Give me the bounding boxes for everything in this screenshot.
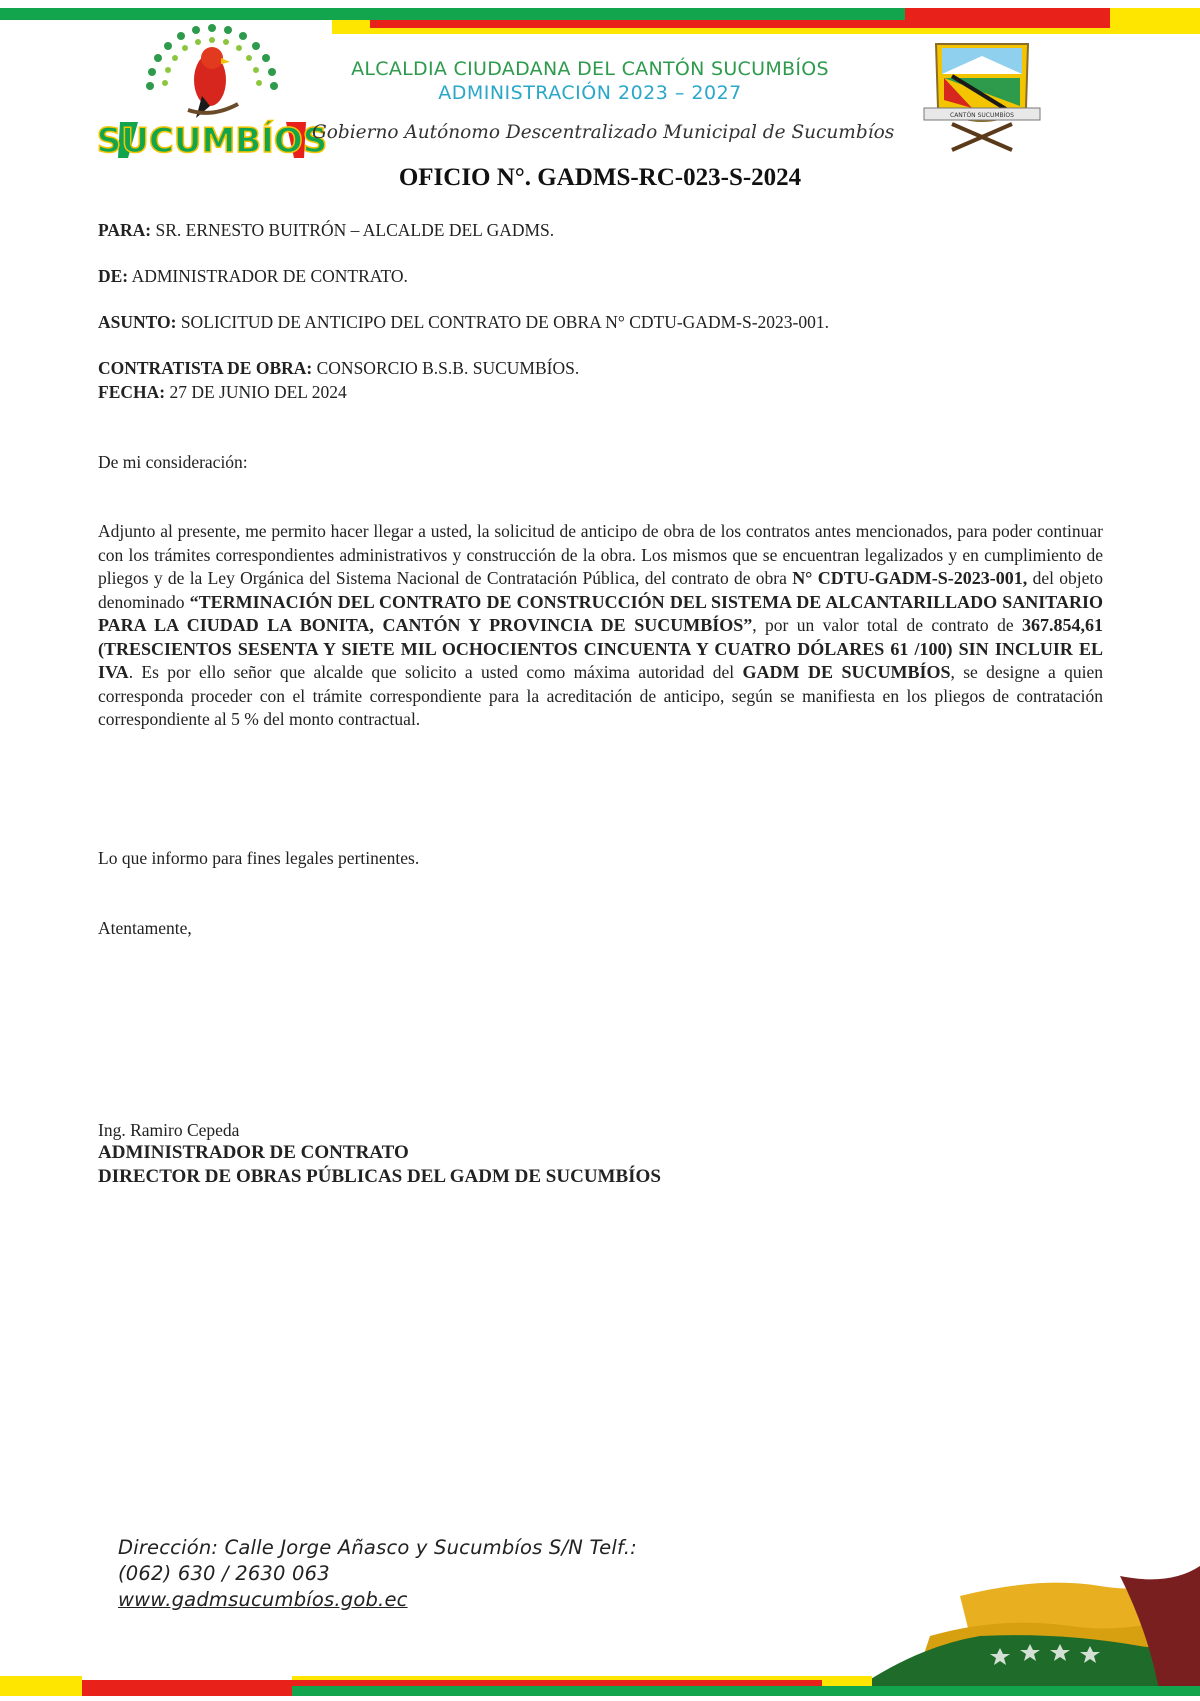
bottom-stripe-red — [82, 1680, 292, 1696]
top-stripe-red-right — [905, 8, 1110, 20]
body-text-3: , por un valor total de contrato de — [752, 615, 1022, 635]
body-amount: 367.854,61 (TRESCIENTOS SESENTA Y SIETE MIL OCHOCIENTOS CINCUENTA Y CUATRO DÓLARES 61 /100) SIN INCLUIR EL IVA — [98, 615, 1103, 682]
top-stripe-yellow-right — [1110, 8, 1200, 34]
body-contract-number: N° CDTU-GADM-S-2023-001, — [792, 568, 1028, 588]
coat-of-arms-shield — [922, 38, 1042, 156]
logo-wordmark: SUCUMBÍOS — [96, 121, 328, 161]
de-line — [98, 266, 408, 287]
body-object: “TERMINACIÓN DEL CONTRATO DE CONSTRUCCIÓN DEL SISTEMA DE ALCANTARILLADO SANITARIO PARA LA CIUDAD LA BONITA, CANTÓN Y PROVINCIA DE SUCUMBÍOS” — [98, 591, 1103, 635]
footer-address-1: Dirección: Calle Jorge Añasco y Sucumbíos S/N Telf.: — [118, 1536, 637, 1559]
body-paragraph — [98, 520, 1103, 732]
header-line-1: ALCALDIA CIUDADANA DEL CANTÓN SUCUMBÍOS — [351, 58, 829, 80]
fecha-value: 27 DE JUNIO DEL 2024 — [169, 382, 347, 402]
signer-role-1: ADMINISTRADOR DE CONTRATO — [98, 1142, 409, 1163]
para-line — [98, 220, 554, 241]
salutation: Atentamente, — [98, 918, 192, 938]
body-text-1: Adjunto al presente, me permito hacer llegar a usted, la solicitud de anticipo de obra de los contratos antes mencionados, para poder continuar con los trámites correspondientes administrativos y construcción de la obra. Los mismos que se encuentran legalizados y en cumplimiento de pliegos y de la Ley Orgánica del Sistema Nacional de Contratación Pública, del contrato de obra — [98, 521, 1103, 588]
body-text-4: . Es por ello señor que alcalde que solicito a usted como máxima autoridad del — [128, 662, 743, 682]
body-gadm: GADM DE SUCUMBÍOS — [742, 662, 951, 682]
contratista-label: CONTRATISTA DE OBRA: — [98, 358, 313, 378]
closing-line: Lo que informo para fines legales pertinentes. — [98, 848, 420, 868]
top-stripe-red — [370, 20, 1110, 28]
signer-role-2: DIRECTOR DE OBRAS PÚBLICAS DEL GADM DE SUCUMBÍOS — [98, 1166, 661, 1187]
contratista-value: CONSORCIO B.S.B. SUCUMBÍOS. — [316, 358, 580, 378]
bottom-stripe-yellow-left — [0, 1676, 82, 1696]
document-title: OFICIO N°. GADMS-RC-023-S-2024 — [398, 164, 802, 191]
footer-website-link[interactable]: www.gadmsucumbíos.gob.ec — [118, 1588, 408, 1611]
fecha-line — [98, 382, 347, 403]
sucumbios-logo — [96, 18, 328, 161]
para-value: SR. ERNESTO BUITRÓN – ALCALDE DEL GADMS. — [155, 220, 555, 240]
header-line-3: Gobierno Autónomo Descentralizado Municipal de Sucumbíos — [312, 122, 895, 143]
asunto-label: ASUNTO: — [98, 312, 177, 332]
para-label: PARA: — [98, 220, 152, 240]
shield-banner-text: CANTÓN SUCUMBÍOS — [950, 112, 1014, 119]
asunto-line — [98, 312, 829, 333]
de-value: ADMINISTRADOR DE CONTRATO. — [131, 266, 408, 286]
bottom-stripe-green — [292, 1686, 1200, 1696]
header-line-2: ADMINISTRACIÓN 2023 – 2027 — [438, 82, 742, 104]
footer-address-2: (062) 630 / 2630 063 — [118, 1562, 330, 1585]
body-text-5: , se designe a quien corresponda proceder con el trámite correspondiente para la acreditación de anticipo, según se manifiesta en los pliegos de contratación correspondiente al 5 % del monto contractual. — [98, 662, 1104, 729]
signer-name: Ing. Ramiro Cepeda — [98, 1120, 240, 1140]
asunto-value: SOLICITUD DE ANTICIPO DEL CONTRATO DE OBRA N° CDTU-GADM-S-2023-001. — [180, 312, 829, 332]
body-text-2: del objeto denominado — [98, 568, 1103, 612]
greeting: De mi consideración: — [98, 452, 248, 472]
contratista-line — [98, 358, 579, 379]
fecha-label: FECHA: — [98, 382, 166, 402]
waving-flag-image — [860, 1556, 1200, 1696]
de-label: DE: — [98, 266, 129, 286]
